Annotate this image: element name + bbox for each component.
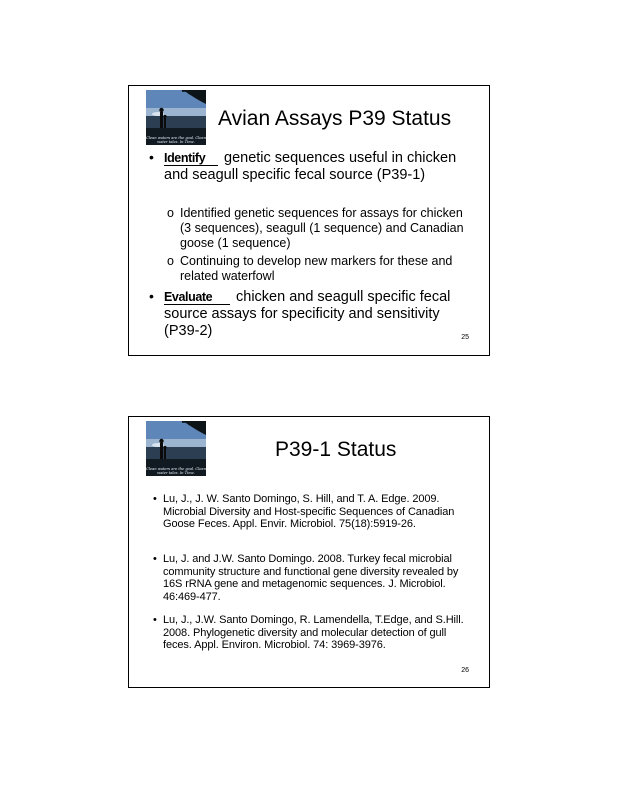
slide-title: P39-1 Status <box>275 438 397 461</box>
sub-bullet-continuing <box>167 254 467 284</box>
slide-26 <box>128 416 490 688</box>
sub-bullet-identified <box>167 206 467 251</box>
reference-text: Lu, J. and J.W. Santo Domingo. 2008. Turkey fecal microbial community structure and functional gene diversity revealed by 16S rRNA gene and metagenomic sequences. J. Microbiol. 46:469-477. <box>163 553 459 603</box>
logo-caption: Clean waters are the goal. Clean water tales. In Time. <box>146 467 206 475</box>
reference-item <box>153 493 475 531</box>
bullet-dot: • <box>153 493 157 505</box>
bullet-text: chicken and seagull specific fecal source assays for specificity and sensitivity (P39-2) <box>164 289 451 339</box>
reference-item <box>153 553 475 603</box>
keyword-identify: Identify <box>164 152 218 166</box>
bullet-dot: • <box>149 288 154 304</box>
reference-text: Lu, J., J.W. Santo Domingo, R. Lamendella, T.Edge, and S.Hill. 2008. Phylogenetic diversity and molecular detection of gull feces. Appl. Environ. Microbiol. 74: 3969-3976. <box>163 614 464 652</box>
reference-item <box>153 614 475 652</box>
bullet-evaluate <box>149 289 469 340</box>
bullet-dot: • <box>153 614 157 626</box>
bullet-dot: • <box>153 553 157 565</box>
sub-bullet-marker: o <box>167 206 174 220</box>
reference-text: Lu, J., J. W. Santo Domingo, S. Hill, and T. A. Edge. 2009. Microbial Diversity and Host-specific Sequences of Canadian Goose Feces. Appl. Envir. Microbiol. 75(18):5919-26. <box>163 493 455 531</box>
page-number: 26 <box>461 667 469 674</box>
logo-image <box>146 421 206 476</box>
slide-25 <box>128 85 490 356</box>
bullet-dot: • <box>149 149 154 165</box>
sub-bullet-text: Continuing to develop new markers for these and related waterfowl <box>180 254 453 283</box>
sub-bullet-text: Identified genetic sequences for assays for chicken (3 sequences), seagull (1 sequence) and Canadian goose (1 sequence) <box>180 206 464 250</box>
page-number: 25 <box>461 334 469 341</box>
keyword-evaluate: Evaluate <box>164 291 230 305</box>
slide-title: Avian Assays P39 Status <box>218 107 452 130</box>
bullet-identify <box>149 150 469 184</box>
logo-image <box>146 90 206 145</box>
logo-caption: Clean waters are the goal. Clean water tales. In Time. <box>146 136 206 144</box>
bullet-text: genetic sequences useful in chicken and seagull specific fecal source (P39-1) <box>164 150 457 183</box>
sub-bullet-marker: o <box>167 254 174 268</box>
